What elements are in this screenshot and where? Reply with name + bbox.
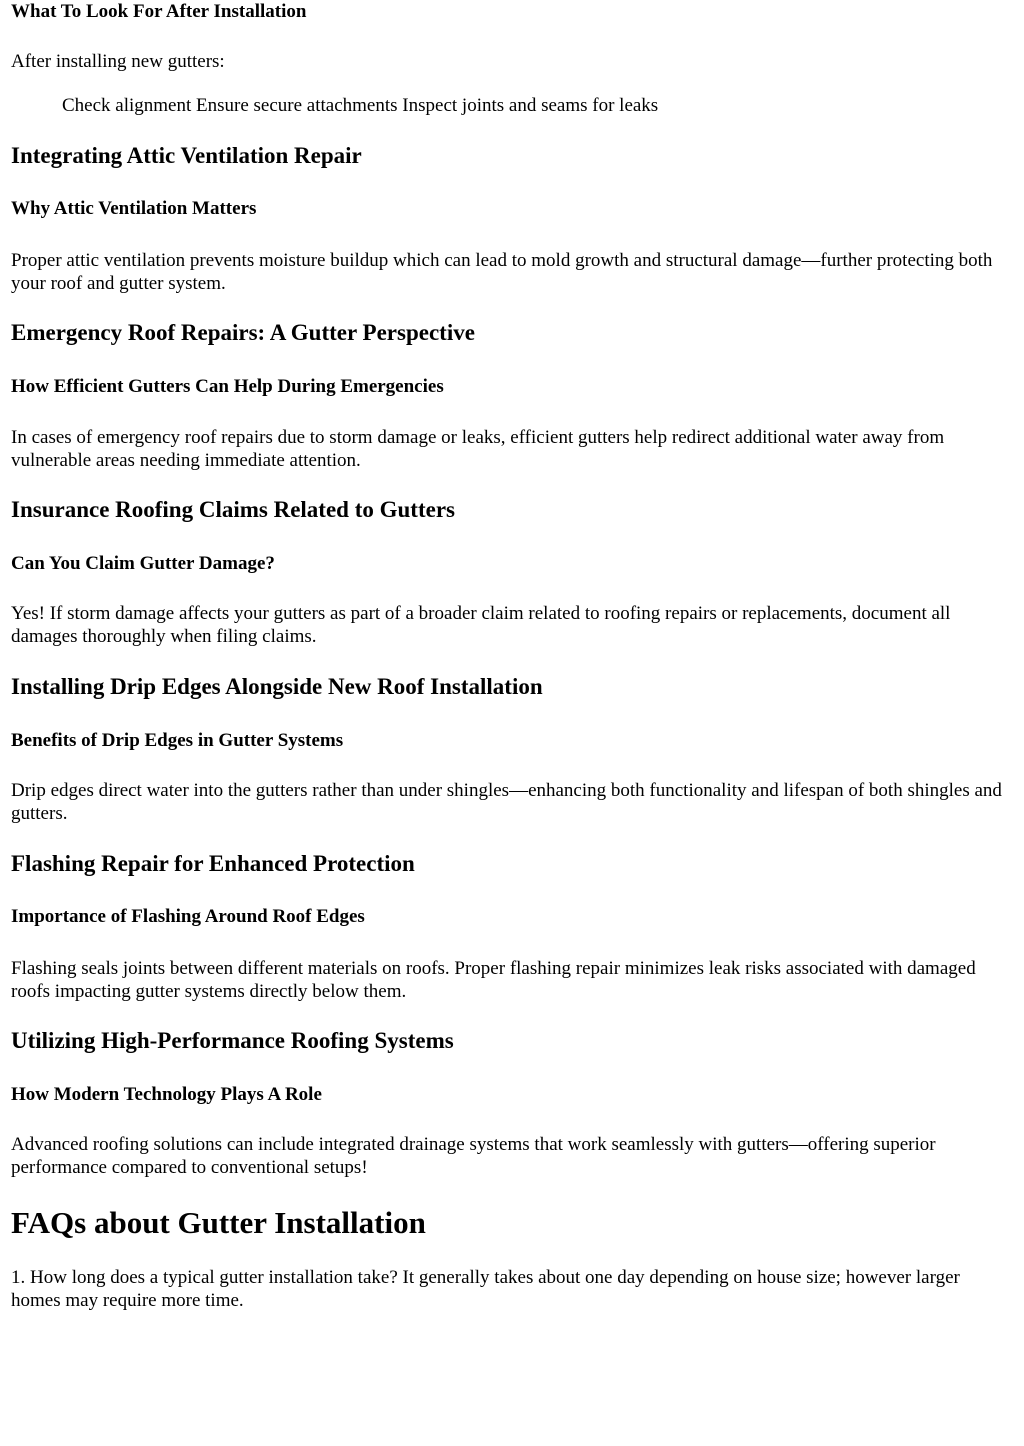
section-heading-emergency-repairs: Emergency Roof Repairs: A Gutter Perspective [11, 320, 475, 345]
faq-item: 1. How long does a typical gutter installation take? It generally takes about one day depending on house size; however larger homes may require more time. [11, 1267, 960, 1311]
paragraph-emergency-repairs: In cases of emergency roof repairs due to storm damage or leaks, efficient gutters help redirect additional water away from vulnerable areas needing immediate attention. [11, 427, 945, 471]
paragraph-insurance-claims: Yes! If storm damage affects your gutters as part of a broader claim related to roofing repairs or replacements, document all damages thoroughly when filing claims. [11, 603, 951, 647]
installation-checklist: Check alignment Ensure secure attachments Inspect joints and seams for leaks [62, 95, 659, 116]
subheading-claim-gutter-damage: Can You Claim Gutter Damage? [11, 553, 275, 574]
section-heading-insurance-claims: Insurance Roofing Claims Related to Gutters [11, 497, 455, 522]
subheading-efficient-gutters: How Efficient Gutters Can Help During Emergencies [11, 376, 444, 397]
subheading-flashing-importance: Importance of Flashing Around Roof Edges [11, 906, 365, 927]
section-heading-flashing-repair: Flashing Repair for Enhanced Protection [11, 851, 415, 876]
section-heading-attic-ventilation: Integrating Attic Ventilation Repair [11, 143, 362, 168]
installation-lead-text: After installing new gutters: [11, 51, 225, 72]
paragraph-flashing-repair: Flashing seals joints between different materials on roofs. Proper flashing repair minimizes leak risks associated with damaged roofs impacting gutter systems directly below them. [11, 958, 976, 1002]
section-heading-drip-edges: Installing Drip Edges Alongside New Roof Installation [11, 674, 543, 699]
subheading-modern-technology: How Modern Technology Plays A Role [11, 1084, 322, 1105]
paragraph-high-performance-roofing: Advanced roofing solutions can include integrated drainage systems that work seamlessly with gutters—offering superior performance compared to conventional setups! [11, 1134, 936, 1178]
section-heading-high-performance-roofing: Utilizing High-Performance Roofing Systems [11, 1028, 454, 1053]
subheading-drip-edges-benefits: Benefits of Drip Edges in Gutter Systems [11, 730, 344, 751]
installation-checklist-heading: What To Look For After Installation [11, 1, 307, 22]
paragraph-attic-ventilation: Proper attic ventilation prevents moisture buildup which can lead to mold growth and structural damage—further protecting both your roof and gutter system. [11, 250, 993, 294]
subheading-why-attic-ventilation: Why Attic Ventilation Matters [11, 198, 257, 219]
faq-heading: FAQs about Gutter Installation [11, 1205, 426, 1240]
paragraph-drip-edges: Drip edges direct water into the gutters rather than under shingles—enhancing both functionality and lifespan of both shingles and gutters. [11, 780, 1002, 824]
